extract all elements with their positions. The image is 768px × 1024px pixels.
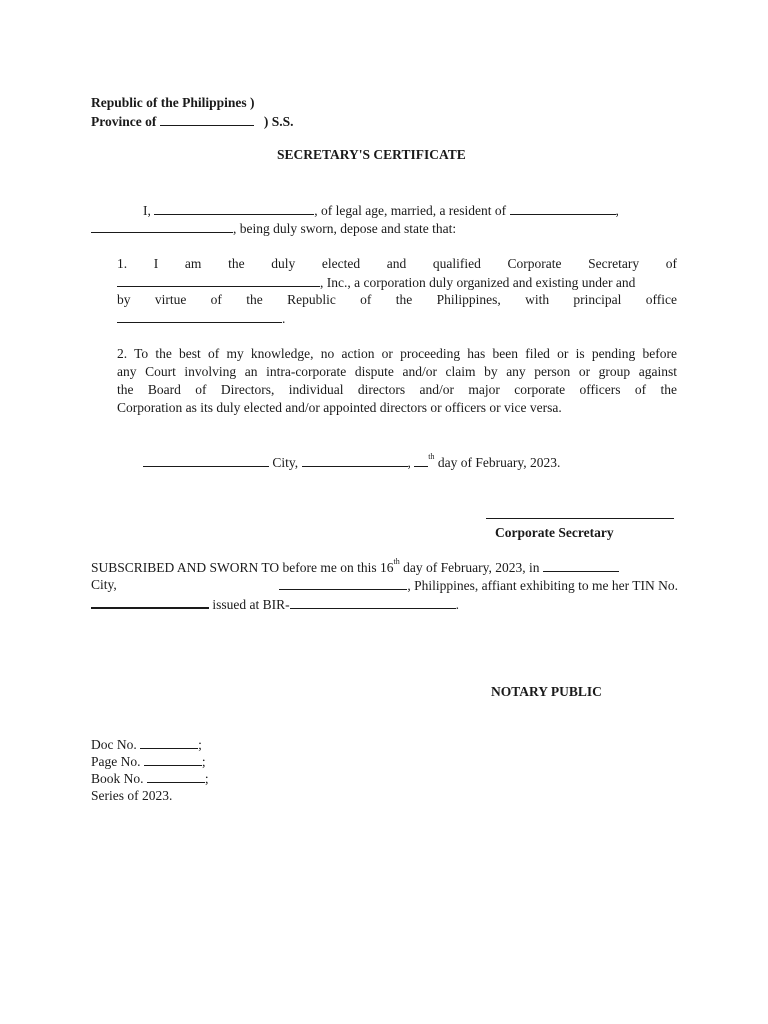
docket-doc [91,736,202,753]
page-label: Page No. [91,754,141,769]
intro-line-1 [143,202,676,219]
intro-line-2 [91,220,456,237]
sworn-text-2: day of February, 2023, in [403,560,540,575]
signature-line[interactable] [486,518,674,519]
place-blank[interactable] [302,454,408,467]
notary-label: NOTARY PUBLIC [491,684,602,699]
para1-period: . [282,311,286,326]
name-blank[interactable] [154,202,314,215]
residence-blank[interactable] [510,202,616,215]
sworn-line-3 [91,595,459,613]
tin-blank[interactable] [91,595,209,609]
docket-page [91,753,206,770]
book-semi: ; [204,771,209,786]
sworn-text-3: , Philippines, affiant exhibiting to me her TIN No. [407,578,678,593]
para2-line-1: 2. To the best of my knowledge, no action or proceeding has been filed or is pending before [117,346,677,361]
sworn-city-label: City, [91,577,117,592]
bir-blank[interactable] [290,596,456,609]
book-blank[interactable] [147,770,205,783]
intro-i: I, [143,203,151,218]
intro-comma: , [615,203,619,218]
date-rest: day of February, 2023. [437,455,561,470]
page-blank[interactable] [144,753,202,766]
sworn-line-1 [91,559,678,576]
book-label: Book No. [91,771,144,786]
para2-line-4: Corporation as its duly elected and/or appointed directors or officers or vice versa. [117,400,562,415]
province-ss: ) S.S. [263,114,294,129]
province-blank[interactable] [160,113,254,126]
para1-line-2 [117,274,635,291]
para2-line-3: the Board of Directors, individual directors and/or major corporate officers of the [117,382,677,397]
residence-blank-2[interactable] [91,220,233,233]
sworn-bir-label: issued at BIR- [212,597,290,612]
header-province [91,113,294,130]
signature-label: Corporate Secretary [495,525,614,540]
sworn-period: . [455,597,459,612]
sworn-text-1: SUBSCRIBED AND SWORN TO before me on this 16 [91,560,394,575]
para1-line-1: 1. I am the duly elected and qualified Corporate Secretary of [117,256,677,271]
province-label: Province of [91,114,157,129]
para2-line-2: any Court involving an intra-corporate dispute and/or claim by any person or group against [117,364,677,379]
docket-book [91,770,209,787]
para1-text-2: , Inc., a corporation duly organized and existing under and [320,275,636,290]
day-blank[interactable] [414,454,428,467]
sworn-city-blank[interactable] [543,559,619,572]
date-sup: th [428,452,435,461]
city-blank[interactable] [143,454,269,467]
para1-line-3: by virtue of the Republic of the Philippines, with principal office [117,292,677,307]
sworn-sup: th [393,557,400,566]
page-semi: ; [201,754,206,769]
sworn-place-blank[interactable] [279,577,407,590]
header-republic: Republic of the Philippines ) [91,95,255,110]
para1-line-4 [117,310,285,327]
date-comma: , [407,455,411,470]
date-city-label: City, [272,455,299,470]
doc-label: Doc No. [91,737,137,752]
corporation-blank[interactable] [117,274,320,287]
doc-semi: ; [198,737,202,752]
document-title: SECRETARY'S CERTIFICATE [277,147,466,162]
intro-text-2: , being duly sworn, depose and state that: [233,221,457,236]
sworn-line-2 [91,577,678,594]
date-line [143,454,560,471]
office-blank[interactable] [117,310,282,323]
docket-series: Series of 2023. [91,788,173,803]
intro-text-1: , of legal age, married, a resident of [314,203,507,218]
doc-blank[interactable] [140,736,198,749]
